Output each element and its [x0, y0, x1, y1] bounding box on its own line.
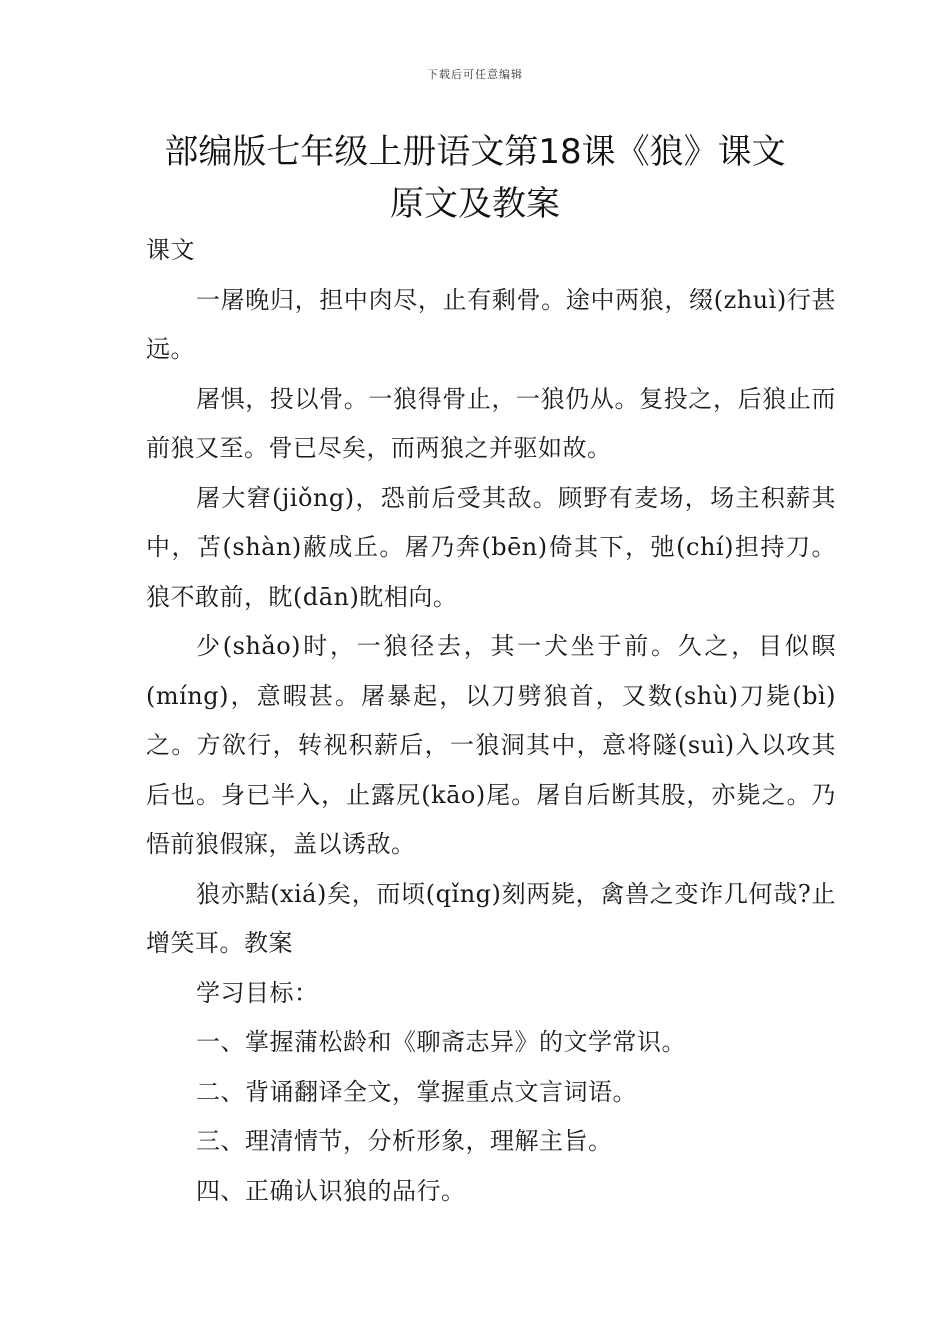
paragraph: 狼亦黠(xiá)矣，而顷(qǐng)刻两毙，禽兽之变诈几何哉?止增笑耳。教案	[146, 879, 836, 957]
objectives-label: 学习目标：	[196, 978, 319, 1007]
title-line-2: 原文及教案	[390, 184, 560, 224]
paragraph: 屠大窘(jiǒng)，恐前后受其敌。顾野有麦场，场主积薪其中，苫(shàn)蔽成丘。屠乃奔(bēn)倚其下，弛(chí)担持刀。狼不敢前，眈(dān)眈相向。	[146, 483, 836, 611]
paragraph: 屠惧，投以骨。一狼得骨止，一狼仍从。复投之，后狼止而前狼又至。骨已尽矣，而两狼之并驱如故。	[146, 384, 836, 462]
objective-item: 三、理清情节，分析形象，理解主旨。	[196, 1127, 613, 1155]
objective-item: 一、掌握蒲松龄和《聊斋志异》的文学常识。	[196, 1028, 686, 1056]
paragraph: 少(shǎo)时，一狼径去，其一犬坐于前。久之，目似瞑(míng)，意暇甚。屠暴起，以刀劈狼首，又数(shù)刀毙(bì)之。方欲行，转视积薪后，一狼洞其中，意将隧(suì)入以攻其后也。身已半入，止露尻(kāo)尾。屠自后断其股，亦毙之。乃悟前狼假寐，盖以诱敌。	[146, 632, 836, 858]
document-title	[100, 126, 850, 230]
title-line-1: 部编版七年级上册语文第18课《狼》课文	[164, 132, 786, 172]
objective-item: 四、正确认识狼的品行。	[196, 1176, 466, 1205]
header-note: 下载后可任意编辑	[427, 68, 523, 81]
document-body	[146, 226, 836, 1216]
paragraph: 一屠晚归，担中肉尽，止有剩骨。途中两狼，缀(zhuì)行甚远。	[146, 285, 836, 363]
section-label: 课文	[146, 236, 195, 264]
objective-item: 二、背诵翻译全文，掌握重点文言词语。	[196, 1077, 637, 1106]
